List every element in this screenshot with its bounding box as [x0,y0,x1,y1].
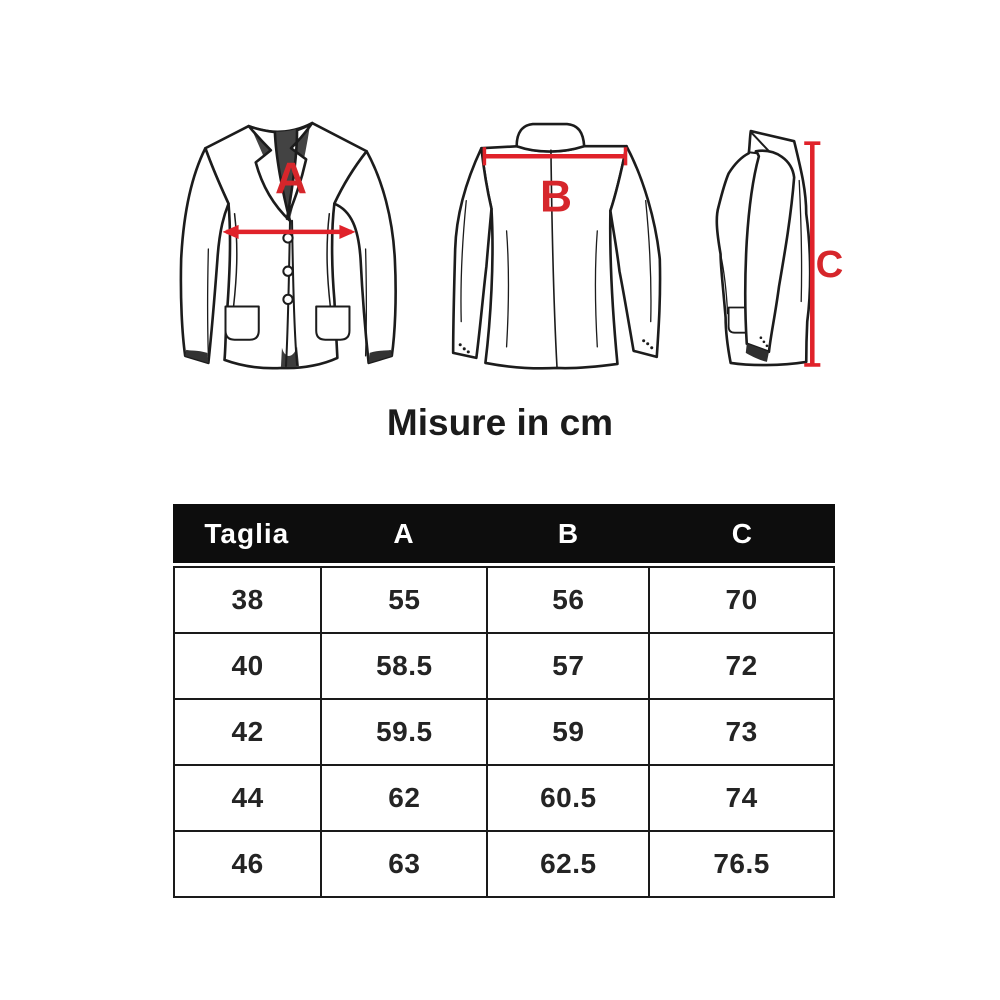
table-row-size-46 [174,831,834,897]
cell-c: 73 [649,699,834,765]
cell-a: 59.5 [321,699,487,765]
cell-c: 70 [649,567,834,633]
cell-c: 76.5 [649,831,834,897]
column-header-b: B [557,517,580,549]
jacket-back-view-drawing [446,120,673,372]
cell-c: 74 [649,765,834,831]
measure-label-a: A [275,154,308,204]
cell-b: 57 [487,633,649,699]
cell-b: 59 [487,699,649,765]
table-row-size-42 [174,699,834,765]
cell-taglia: 46 [174,831,321,897]
column-header-a: A [393,517,415,549]
table-row-size-44 [174,765,834,831]
measure-label-c: C [815,243,844,287]
cell-taglia: 38 [174,567,321,633]
cell-b: 62.5 [487,831,649,897]
column-header-taglia: Taglia [204,517,290,549]
table-row-size-40 [174,633,834,699]
cell-b: 60.5 [487,765,649,831]
cell-a: 62 [321,765,487,831]
table-row-size-38 [174,567,834,633]
jacket-side-view-drawing [700,120,852,372]
column-header-c: C [731,517,753,549]
size-table-body [173,566,835,898]
cell-b: 56 [487,567,649,633]
cell-taglia: 40 [174,633,321,699]
cell-taglia: 44 [174,765,321,831]
cell-taglia: 42 [174,699,321,765]
page-title: Misure in cm [386,402,614,443]
cell-c: 72 [649,633,834,699]
cell-a: 58.5 [321,633,487,699]
jacket-front-view-drawing [178,118,400,372]
cell-a: 63 [321,831,487,897]
size-table-header [173,504,835,563]
cell-a: 55 [321,567,487,633]
size-table [173,504,835,898]
measure-label-b: B [539,172,572,222]
